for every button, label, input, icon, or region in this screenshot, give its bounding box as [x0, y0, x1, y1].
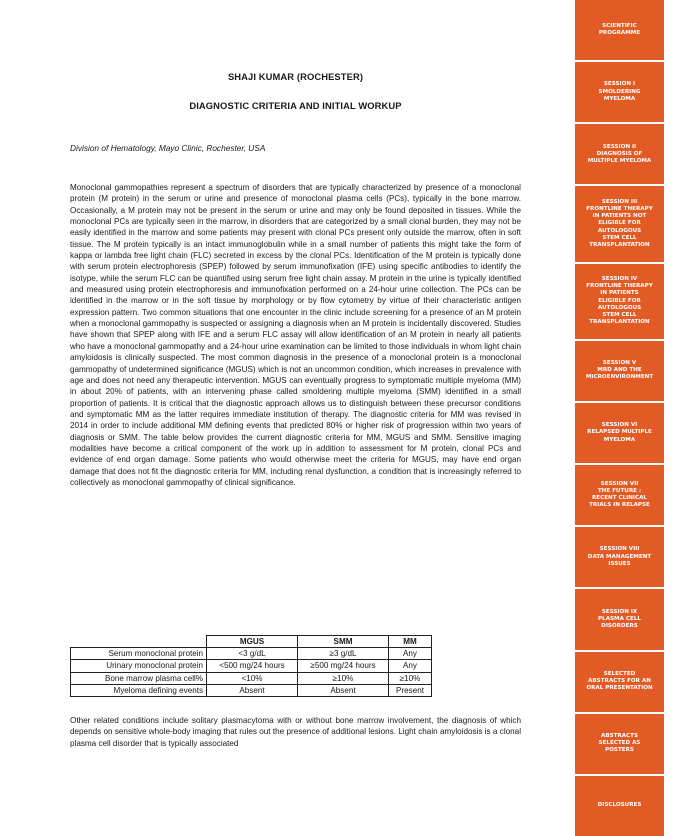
- table-cell: <10%: [207, 672, 298, 684]
- table-cell: Absent: [298, 684, 389, 696]
- table-header-mm: MM: [389, 636, 432, 648]
- table-cell: Present: [389, 684, 432, 696]
- nav-session-9[interactable]: SESSION IX PLASMA CELL DISORDERS: [575, 589, 664, 649]
- nav-session-5[interactable]: SESSION V MRD AND THE MICROENVIRONMENT: [575, 341, 664, 401]
- table-header-smm: SMM: [298, 636, 389, 648]
- diagnostic-criteria-table: [70, 635, 432, 697]
- table-header-mgus: MGUS: [207, 636, 298, 648]
- abstract-title: DIAGNOSTIC CRITERIA AND INITIAL WORKUP: [189, 100, 402, 111]
- nav-session-1[interactable]: SESSION I SMOLDERING MYELOMA: [575, 62, 664, 122]
- table-row: [71, 684, 432, 696]
- table-cell: ≥500 mg/24 hours: [298, 660, 389, 672]
- nav-oral-abstracts[interactable]: SELECTED ABSTRACTS FOR AN ORAL PRESENTATION: [575, 652, 664, 712]
- nav-session-4[interactable]: SESSION IV FRONTLINE THERAPY IN PATIENTS ELIGIBLE FOR AUTOLOGOUS STEM CELL TRANSPLANTATION: [575, 264, 664, 339]
- nav-session-7[interactable]: SESSION VII THE FUTURE : RECENT CLINICAL TRIALS IN RELAPSE: [575, 465, 664, 525]
- nav-poster-abstracts[interactable]: ABSTRACTS SELECTED AS POSTERS: [575, 714, 664, 774]
- table-cell: Any: [389, 660, 432, 672]
- table-row: [71, 660, 432, 672]
- table-cell: Any: [389, 648, 432, 660]
- document-body: [70, 0, 521, 836]
- session-nav-sidebar: [575, 0, 664, 836]
- table-cell: ≥3 g/dL: [298, 648, 389, 660]
- table-row-label: Myeloma defining events: [71, 684, 207, 696]
- table-row-label: Urinary monoclonal protein: [71, 660, 207, 672]
- author-heading: SHAJI KUMAR (ROCHESTER): [227, 71, 364, 82]
- table-row-label: Bone marrow plasma cell%: [71, 672, 207, 684]
- nav-session-6[interactable]: SESSION VI RELAPSED MULTIPLE MYELOMA: [575, 403, 664, 463]
- table-header-row: [71, 636, 432, 648]
- table-row: [71, 672, 432, 684]
- affiliation: Division of Hematology, Mayo Clinic, Rochester, USA: [70, 143, 266, 153]
- table-cell: <500 mg/24 hours: [207, 660, 298, 672]
- nav-session-2[interactable]: SESSION II DIAGNOSIS OF MULTIPLE MYELOMA: [575, 124, 664, 184]
- table-cell: Absent: [207, 684, 298, 696]
- body-paragraph-1: Monoclonal gammopathies represent a spectrum of disorders that are typically characterized by presence of a monoclonal protein (M protein) in the serum or urine and presence of monoclonal plasma cells (PCs), typically in the bone marrow. Occasionally, a M protein may not be present in the serum or urine and may only be found deposited in tissues. While the monoclonal PCs are typically seen in the marrow, in disorders that are categorized by a small clonal burden, they may not be easily identified in the marrow and some patients may present with clonal PCs present only outside the marrow, often in soft tissue. The M protein typically is an intact immunoglobulin while in a small number of patients this might take the form of kappa or lambda free light chain (FLC) secreted in excess by the clonal PCs. Identification of the M protein is typically done with serum protein electrophoresis (SPEP) followed by serum immunofixation (IFE) using specific antibodies to identify the isotype, while the serum FLC can be quantified using serum free light chain assay. M protein in the urine is typically identified and measured using protein electrophoresis and immunofixation performed on a 24-hour urine collection. The PCs can be identified in the marrow or in the soft tissue by morphology or by flow cytometry by virtue of their characteristic antigen expression pattern. Two common situations that one encounter in the clinic include screening for a presence of an M protein when a monoclonal gammopathy is suspected or assigning a diagnosis when an M protein is incidentally discovered. Studies have shown that SPEP along with IFE and a serum FLC assay will allow identification of an M protein in nearly all patients who have a monoclonal gammopathy and a 24-hour urine examination can be limited to those individuals in whom light chain amyloidosis is clinically suspected. The most common diagnosis in the presence of a monoclonal protein is a monoclonal gammopathy of undetermined significance (MGUS) which is not an uncommon condition, which increases in prevalence with age and does not need any therapeutic intervention. MGUS can eventually progress to symptomatic multiple myeloma (MM) in about 20% of patients, with an intervening phase called smoldering multiple myeloma (SMM) identified in a small proportion of patients. It is critical that the diagnostic approach allows us to distinguish between these precursor conditions and symptomatic MM as the latter requires immediate institution of therapy. The diagnostic criteria for MM was revised in 2014 in order to include additional MM defining events that predicted 80% or higher risk of progression within two years of diagnosis or SMM. The table below provides the current diagnostic criteria for MM, MGUS and SMM. Sensitive imaging modalities have become a critical component of the work up in addition to assessment for M protein, clonal PCs and evidence of end organ damage. Some patients who would otherwise meet the criteria for MGUS, may have end organ damage that does not fit the diagnostic criteria for MM, including renal dysfunction, a condition that is increasingly referred to collectively as monoclonal gammopathy of clinical significance.: [70, 183, 521, 487]
- nav-scientific-programme[interactable]: SCIENTIFIC PROGRAMME: [575, 0, 664, 60]
- nav-session-3[interactable]: SESSION III FRONTLINE THERAPY IN PATIENTS NOT ELIGIBLE FOR AUTOLOGOUS STEM CELL TRANSPLANTATION: [575, 186, 664, 261]
- table-header-blank: [71, 636, 207, 648]
- nav-disclosures[interactable]: DISCLOSURES: [575, 776, 664, 836]
- table-row: [71, 648, 432, 660]
- body-paragraph-2: Other related conditions include solitary plasmacytoma with or without bone marrow involvement, the diagnosis of which depends on sensitive whole-body imaging that rules out the presence of additional lesions. Light chain amyloidosis is a clonal plasma cell disorder that is typically associated: [70, 716, 521, 748]
- table-cell: <3 g/dL: [207, 648, 298, 660]
- table-row-label: Serum monoclonal protein: [71, 648, 207, 660]
- table-cell: ≥10%: [389, 672, 432, 684]
- table-cell: ≥10%: [298, 672, 389, 684]
- nav-session-8[interactable]: SESSION VIII DATA MANAGEMENT ISSUES: [575, 527, 664, 587]
